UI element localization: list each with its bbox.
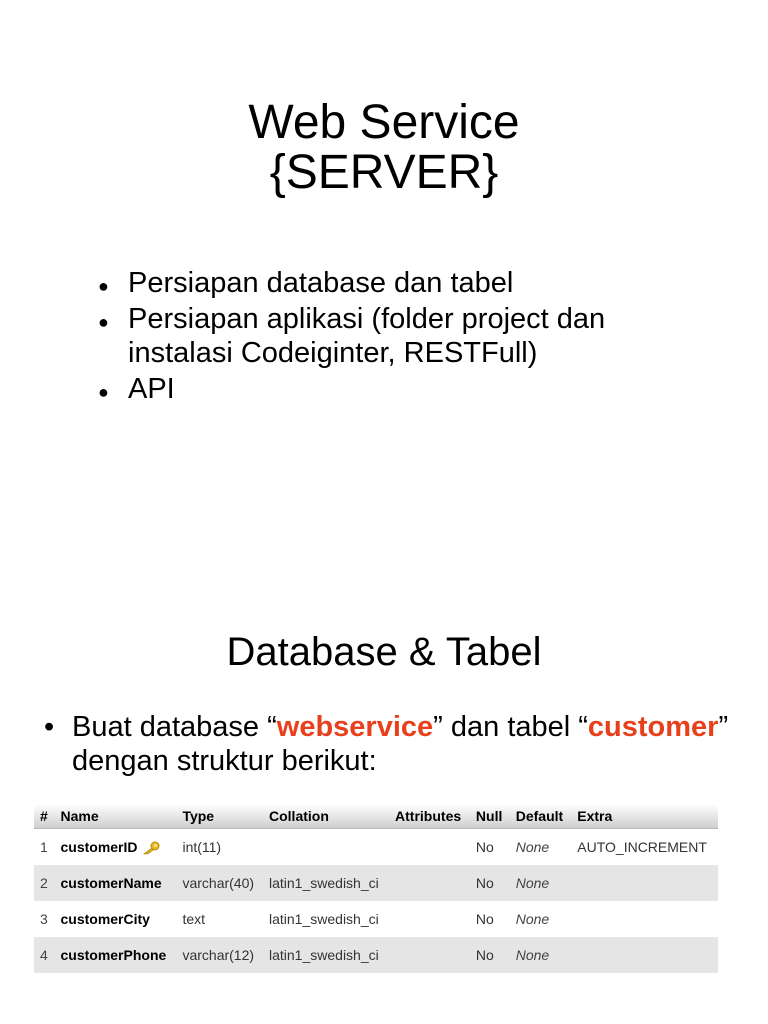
title-line-1: Web Service bbox=[248, 96, 520, 149]
title-line-2: {SERVER} bbox=[269, 146, 499, 199]
database-name: webservice bbox=[276, 711, 434, 743]
slide-1-title bbox=[0, 98, 768, 198]
slide-2-bullet: • Buat database “webservice” dan tabel “customer” dengan struktur berikut: bbox=[44, 711, 729, 777]
table-name: customer bbox=[587, 711, 719, 743]
col-header: Extra bbox=[571, 804, 718, 829]
col-header: Collation bbox=[263, 804, 389, 829]
slide-2-title: Database & Tabel bbox=[226, 630, 542, 674]
bullet-dot-icon: ● bbox=[98, 276, 109, 296]
table-row: 4 customerPhone varchar(12) latin1_swedish_ci No None bbox=[34, 937, 718, 973]
table-row: 1 customerID int(11) No None AUTO_INCREMENT bbox=[40, 838, 707, 855]
col-header: Null bbox=[470, 804, 510, 829]
bullet-dot-icon: • bbox=[44, 711, 55, 743]
col-header: Default bbox=[510, 804, 572, 829]
slide-1-bullet-list bbox=[96, 266, 696, 408]
col-header: # bbox=[34, 804, 54, 829]
bullet-dot-icon: ● bbox=[98, 382, 109, 402]
bullet-item: ● Persiapan database dan tabel bbox=[96, 266, 696, 300]
table-row: 2 customerName varchar(40) latin1_swedish_ci No None bbox=[34, 865, 718, 901]
table-row: 3 customerCity text latin1_swedish_ci No None bbox=[40, 911, 550, 927]
bullet-dot-icon: ● bbox=[98, 312, 109, 332]
bullet-item: ● Persiapan aplikasi (folder project dan instalasi Codeiginter, RESTFull) bbox=[98, 303, 606, 369]
col-header: Name bbox=[54, 804, 176, 829]
key-icon bbox=[142, 841, 160, 855]
col-header: Attributes bbox=[389, 804, 470, 829]
table-header-row bbox=[34, 804, 718, 829]
table-structure bbox=[34, 804, 718, 973]
bullet-item: ● API bbox=[96, 372, 696, 406]
col-header: Type bbox=[176, 804, 263, 829]
